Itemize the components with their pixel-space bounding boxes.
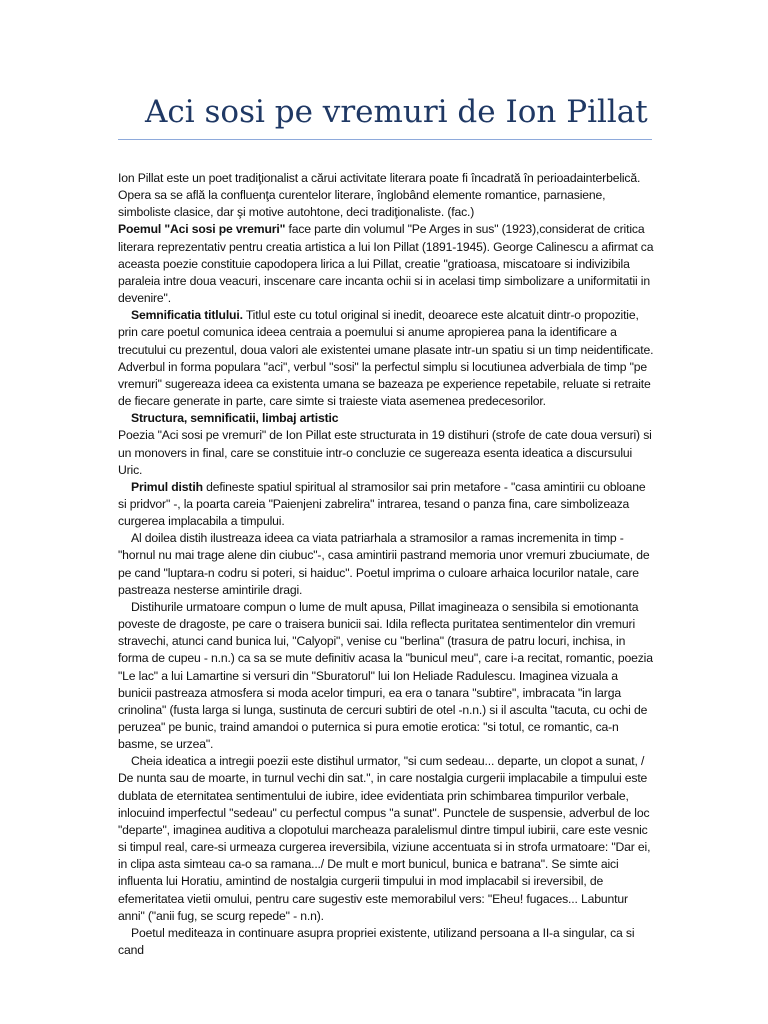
section-heading-structure: Structura, semnificatii, limbaj artistic <box>131 411 339 426</box>
paragraph-title-meaning <box>118 307 654 410</box>
paragraph-second-distich: Al doilea distih ilustreaza ideea ca viata patriarhala a stramosilor a ramas incremenita in timp - "hornul nu mai trage alene din ciubuc"-, casa amintirii pastrand memoria unor vremuri zbuciumate, de pe cand "luptara-n codru si poteri, si haiduc". Poetul imprima o culoare arhaica locurilor natale, care pastreaza nesterse amintirile dragi. <box>118 531 650 597</box>
paragraph-structure: Poezia "Aci sosi pe vremuri" de Ion Pillat este structurata in 19 distihuri (strofe de cate doua versuri) si un monovers in final, care se constituie intr-o concluzie ce sugereaza esenta ideatica a discursului Uric. <box>118 428 652 477</box>
title-meaning-heading: Semnificatia titlului. <box>131 308 243 323</box>
document-title: Aci sosi pe vremuri de Ion Pillat <box>145 94 648 130</box>
title-divider <box>118 139 652 140</box>
paragraph-meditation: Poetul mediteaza in continuare asupra propriei existente, utilizand persoana a II-a singular, ca si cand <box>118 925 635 958</box>
first-distich-lead: Primul distih <box>131 479 203 494</box>
title-meaning-text: Titlul este cu totul original si inedit, deoarece este alcatuit dintr-o propozitie, prin care poetul comunica ideea centraia a poemului si anume apropierea pana la identificare a trecutului cu prezentul, doua valori ale existentei umane plasate intr-un spatiu si un timp neidentificate. Adverbul in forma populara "aci", verbul "sosi" la perfectul simplu si locutiunea adverbiala de timp "pe vremuri" sugereaza ideea ca existenta umana se bazeaza pe experience repetabile, reluate si retraite de fiecare generate in parte, care simte si traieste viata asemenea predecesorilor. <box>118 308 654 409</box>
paragraph-first-distich <box>118 479 654 530</box>
document-body <box>118 170 654 959</box>
paragraph-intro: Ion Pillat este un poet tradiţionalist a cărui activitate literara poate fi încadrată în perioadainterbelică. Opera sa se află la confluenţa curentelor literare, înglobând elemente romantice, parnasiene, simboliste clasice, dar şi motive autohtone, deci tradiţionaliste. (fac.) <box>118 171 641 220</box>
paragraph-following-distichs: Distihurile urmatoare compun o lume de mult apusa, Pillat imagineaza o sensibila si emotionanta poveste de dragoste, pe care o traisera bunicii sai. Idila reflecta puritatea sentimentelor din vremuri stravechi, atunci cand bunica lui, "Calyopi", venise cu "berlina" (trasura de patru locuri, inchisa, in forma de cupeu - n.n.) ca sa se mute definitiv acasa la "bunicul meu", care i-a recitat, romantic, poezia "Le lac" a lui Lamartine si versuri din "Sburatorul" lui Ion Heliade Radulescu. Imaginea vizuala a bunicii pastreaza atmosfera si moda acelor timpuri, ea era o tanara "subtire", imbracata "in larga crinolina" (fusta larga si lunga, sustinuta de cercuri subtiri de otel -n.n.) si il asculta "tacuta, cu ochi de peruzea" pe bunic, traind amandoi o puternica si pura emotie erotica: "si totul, ce romantic, ca-n basme, se urzea". <box>118 599 653 752</box>
paragraph-poem-volume <box>118 221 654 307</box>
paragraph-key-idea: Cheia ideatica a intregii poezii este distihul urmator, "si cum sedeau... departe, un clopot a sunat, / De nunta sau de moarte, in turnul vechi din sat.", in care nostalgia curgerii implacabile a timpului este dublata de eternitatea sentimentului de iubire, idee evidentiata prin schimbarea timpurilor verbale, inlocuind imperfectul "sedeau" cu perfectul compus "a sunat". Punctele de suspensie, adverbul de loc "departe", imaginea auditiva a clopotului marcheaza paralelismul dintre timpul iubirii, care este vesnic si timpul real, care-si urmeaza curgerea ireversibila, viziune accentuata si in strofa urmatoare: "Dar ei, in clipa asta simteau ca-o sa ramana.../ De mult e mort bunicul, bunica e batrana". Se simte aici influenta lui Horatiu, amintind de nostalgia curgerii timpului in mod implacabil si ireversibil, de efemeritatea vietii omului, pentru care sugestiv este memorabilul vers: "Eheu! fugaces... Labuntur anni" ("anii fug, se scurg repede" - n.n). <box>118 754 651 923</box>
first-distich-text: defineste spatiul spiritual al stramosilor sai prin metafore - "casa amintirii cu obloane si pridvor" -, la poarta careia "Paienjeni zabrelira" intrarea, tesand o panza fina, care simbolizeaza curgerea implacabila a timpului. <box>118 479 646 529</box>
poem-volume-text: face parte din volumul "Pe Arges in sus" (1923),considerat de critica literara reprezentativ pentru creatia artistica a lui Ion Pillat (1891-1945). George Calinescu a afirmat ca aceasta poezie constituie capodopera lirica a lui Pillat, creatie "gratioasa, miscatoare si indivizibila paraleia intre doua veacuri, inscenare care incanta ochii si in acelasi timp simbolizare a uniformitatii in devenire". <box>118 222 654 306</box>
poem-volume-lead: Poemul "Aci sosi pe vremuri" <box>118 222 286 237</box>
